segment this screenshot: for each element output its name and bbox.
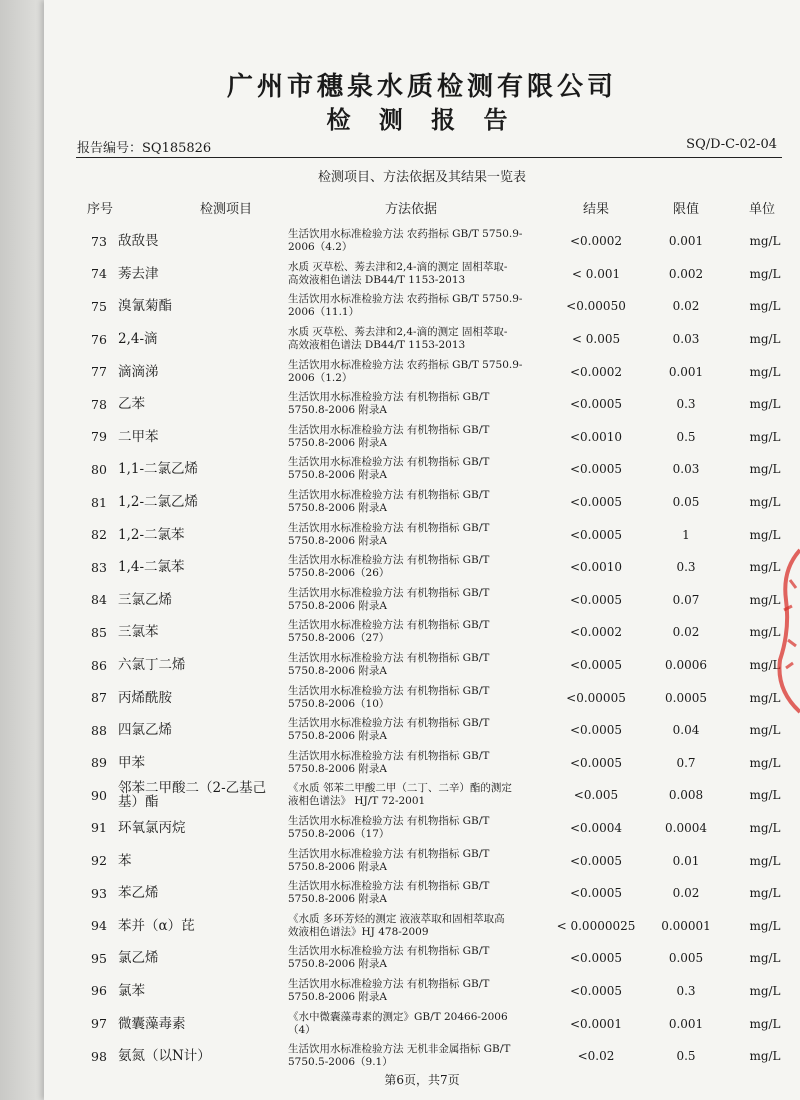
- test-item: 甲苯: [118, 754, 145, 771]
- test-item: 四氯乙烯: [118, 722, 172, 739]
- test-item: 苯并（α）芘: [118, 917, 195, 934]
- column-header-item: 检测项目: [199, 202, 252, 217]
- test-method-line1: 生活饮用水标准检验方法 有机物指标 GB/T: [288, 619, 490, 632]
- test-method-line2: 液相色谱法》 HJ/T 72-2001: [288, 795, 426, 808]
- unit: mg/L: [749, 625, 781, 640]
- limit-value: 0.05: [672, 495, 700, 510]
- limit-value: 0.02: [672, 299, 700, 314]
- test-item: 邻苯二甲酸二（2-乙基己基）酯: [118, 780, 267, 811]
- red-seal-fragment: [774, 540, 800, 720]
- limit-value: 0.0004: [665, 820, 707, 835]
- test-method-line2: 5750.8-2006 附录A: [288, 860, 387, 873]
- test-method-line1: 生活饮用水标准检验方法 有机物指标 GB/T: [288, 391, 490, 404]
- test-result: <0.0005: [569, 495, 623, 510]
- table-row: [76, 258, 782, 291]
- test-method-line2: 效液相色谱法》HJ 478-2009: [288, 925, 429, 938]
- test-method: [288, 942, 548, 975]
- row-number: 89: [91, 755, 107, 771]
- test-method-line2: 5750.8-2006 附录A: [288, 502, 387, 515]
- test-item: 六氯丁二烯: [118, 657, 186, 674]
- limit-value: 0.002: [668, 266, 704, 281]
- limit-value: 0.001: [668, 364, 704, 379]
- table-row: [76, 421, 782, 454]
- test-result: < 0.005: [571, 332, 621, 347]
- test-method-line2: 5750.8-2006（17）: [288, 827, 390, 840]
- test-item: 1,1-二氯乙烯: [118, 461, 199, 478]
- unit: mg/L: [749, 299, 781, 314]
- test-method-line2: 5750.8-2006 附录A: [288, 436, 387, 449]
- test-result: <0.0005: [569, 951, 623, 966]
- table-row: [76, 551, 782, 584]
- table-row: [76, 518, 782, 551]
- test-method-line1: 生活饮用水标准检验方法 有机物指标 GB/T: [288, 652, 490, 665]
- limit-value: 0.3: [676, 397, 696, 412]
- test-result: <0.0010: [569, 429, 623, 444]
- test-item: 滴滴涕: [118, 363, 159, 380]
- test-method-line1: 生活饮用水标准检验方法 有机物指标 GB/T: [288, 814, 490, 827]
- test-method-line1: 生活饮用水标准检验方法 有机物指标 GB/T: [288, 749, 490, 762]
- test-method-line1: 生活饮用水标准检验方法 有机物指标 GB/T: [288, 717, 490, 730]
- test-result: < 0.001: [571, 266, 621, 281]
- test-result: <0.0005: [569, 983, 623, 998]
- test-method-line1: 生活饮用水标准检验方法 有机物指标 GB/T: [288, 489, 490, 502]
- table-row: [76, 681, 782, 714]
- test-method: [288, 714, 548, 747]
- unit: mg/L: [749, 983, 781, 998]
- table-row: [76, 714, 782, 747]
- row-number: 75: [91, 298, 107, 314]
- column-header-result: 结果: [582, 202, 609, 217]
- table-row: [76, 747, 782, 780]
- limit-value: 0.001: [668, 234, 704, 249]
- unit: mg/L: [749, 755, 781, 770]
- test-method: [288, 616, 548, 649]
- table-row: [76, 649, 782, 682]
- row-number: 93: [91, 885, 107, 901]
- test-result: <0.005: [573, 788, 619, 803]
- test-method: [288, 388, 548, 421]
- test-method: [288, 909, 548, 942]
- test-result: <0.0005: [569, 723, 623, 738]
- test-item: 乙苯: [118, 396, 145, 413]
- test-method-line1: 生活饮用水标准检验方法 有机物指标 GB/T: [288, 586, 490, 599]
- row-number: 92: [91, 853, 107, 869]
- table-row: [76, 909, 782, 942]
- test-method-line1: 生活饮用水标准检验方法 无机非金属指标 GB/T: [288, 1043, 511, 1056]
- column-header-method: 方法依据: [384, 202, 437, 217]
- unit: mg/L: [749, 723, 781, 738]
- test-method-line2: 2006（4.2）: [288, 241, 353, 254]
- test-method: [288, 779, 548, 812]
- unit: mg/L: [749, 397, 781, 412]
- unit: mg/L: [749, 364, 781, 379]
- results-table-body: [76, 225, 782, 1072]
- test-result: <0.0002: [569, 625, 623, 640]
- test-method: [288, 1007, 548, 1040]
- test-method: [288, 290, 548, 323]
- scanner-edge: [0, 0, 44, 1100]
- test-item: 微囊藻毒素: [118, 1015, 186, 1032]
- test-item: 莠去津: [118, 265, 159, 282]
- limit-value: 0.07: [672, 592, 700, 607]
- test-item: 丙烯酰胺: [118, 689, 172, 706]
- limit-value: 0.0006: [665, 658, 707, 673]
- unit: mg/L: [749, 527, 781, 542]
- table-row: [76, 877, 782, 910]
- test-method-line1: 生活饮用水标准检验方法 有机物指标 GB/T: [288, 977, 490, 990]
- limit-value: 0.02: [672, 886, 700, 901]
- table-row: [76, 290, 782, 323]
- limit-value: 0.005: [668, 951, 704, 966]
- unit: mg/L: [749, 918, 781, 933]
- test-method-line1: 生活饮用水标准检验方法 有机物指标 GB/T: [288, 554, 490, 567]
- row-number: 80: [91, 461, 107, 477]
- test-result: <0.0004: [569, 820, 623, 835]
- test-result: <0.0005: [569, 886, 623, 901]
- test-method: [288, 486, 548, 519]
- table-row: [76, 486, 782, 519]
- limit-value: 0.03: [672, 462, 700, 477]
- test-method-line1: 《水中微囊藻毒素的测定》GB/T 20466-2006: [288, 1010, 508, 1023]
- unit: mg/L: [749, 234, 781, 249]
- test-method-line2: 5750.8-2006（10）: [288, 697, 390, 710]
- row-number: 73: [91, 233, 107, 249]
- test-item: 三氯苯: [118, 624, 159, 641]
- unit: mg/L: [749, 886, 781, 901]
- column-header-limit: 限值: [672, 202, 699, 217]
- unit: mg/L: [749, 560, 781, 575]
- row-number: 95: [91, 950, 107, 966]
- test-method-line2: 5750.8-2006 附录A: [288, 730, 387, 743]
- test-result: <0.0010: [569, 560, 623, 575]
- limit-value: 0.5: [676, 1049, 696, 1064]
- limit-value: 0.3: [676, 560, 696, 575]
- limit-value: 0.7: [676, 755, 696, 770]
- test-method-line1: 水质 灭草松、莠去津和2,4-滴的测定 固相萃取-: [288, 260, 508, 273]
- report-meta: [77, 137, 777, 157]
- column-header-no: 序号: [86, 202, 113, 217]
- row-number: 77: [91, 364, 107, 380]
- test-result: <0.0002: [569, 364, 623, 379]
- row-number: 88: [91, 722, 107, 738]
- unit: mg/L: [749, 853, 781, 868]
- test-result: <0.00050: [566, 299, 626, 314]
- test-result: <0.0005: [569, 592, 623, 607]
- limit-value: 0.03: [672, 332, 700, 347]
- test-method: [288, 975, 548, 1008]
- test-method-line1: 生活饮用水标准检验方法 农药指标 GB/T 5750.9-: [288, 293, 523, 306]
- test-result: <0.02: [577, 1049, 615, 1064]
- unit: mg/L: [749, 690, 781, 705]
- limit-value: 0.5: [676, 429, 696, 444]
- row-number: 81: [91, 494, 107, 510]
- unit: mg/L: [749, 658, 781, 673]
- limit-value: 0.00001: [661, 918, 711, 933]
- table-row: [76, 975, 782, 1008]
- table-row: [76, 844, 782, 877]
- unit: mg/L: [749, 592, 781, 607]
- test-method-line1: 水质 灭草松、莠去津和2,4-滴的测定 固相萃取-: [288, 326, 508, 339]
- row-number: 98: [91, 1048, 107, 1064]
- limit-value: 1: [682, 527, 690, 542]
- test-method: [288, 877, 548, 910]
- table-row: [76, 942, 782, 975]
- test-method-line1: 生活饮用水标准检验方法 农药指标 GB/T 5750.9-: [288, 358, 523, 371]
- unit: mg/L: [749, 495, 781, 510]
- test-item: 三氯乙烯: [118, 591, 172, 608]
- test-method-line2: 5750.8-2006 附录A: [288, 404, 387, 417]
- row-number: 82: [91, 527, 107, 543]
- limit-value: 0.02: [672, 625, 700, 640]
- test-item: 2,4-滴: [118, 331, 158, 348]
- test-item: 溴氰菊酯: [118, 298, 172, 315]
- test-method-line2: 5750.8-2006 附录A: [288, 893, 387, 906]
- unit: mg/L: [749, 429, 781, 444]
- test-method-line1: 生活饮用水标准检验方法 有机物指标 GB/T: [288, 880, 490, 893]
- unit: mg/L: [749, 266, 781, 281]
- test-result: <0.0005: [569, 527, 623, 542]
- limit-value: 0.0005: [665, 690, 707, 705]
- test-method-line1: 《水质 多环芳烃的测定 液液萃取和固相萃取高: [288, 912, 505, 925]
- test-result: <0.0001: [569, 1016, 623, 1031]
- test-item: 敌敌畏: [118, 233, 159, 250]
- column-header-unit: 单位: [748, 202, 775, 217]
- test-method: [288, 844, 548, 877]
- row-number: 79: [91, 429, 107, 445]
- test-method-line2: 5750.8-2006 附录A: [288, 534, 387, 547]
- unit: mg/L: [749, 951, 781, 966]
- table-row: [76, 812, 782, 845]
- test-result: <0.0005: [569, 853, 623, 868]
- test-item: 1,2-二氯乙烯: [118, 494, 199, 511]
- table-row: [76, 1007, 782, 1040]
- test-method-line1: 生活饮用水标准检验方法 有机物指标 GB/T: [288, 684, 490, 697]
- row-number: 97: [91, 1016, 107, 1032]
- test-method-line2: 5750.8-2006 附录A: [288, 665, 387, 678]
- test-item: 氨氮（以N计）: [118, 1048, 211, 1065]
- table-row: [76, 388, 782, 421]
- test-method-line1: 生活饮用水标准检验方法 有机物指标 GB/T: [288, 945, 490, 958]
- test-method-line2: 5750.8-2006 附录A: [288, 469, 387, 482]
- test-method: [288, 323, 548, 356]
- test-method-line1: 《水质 邻苯二甲酸二甲（二丁、二辛）酯的测定: [288, 782, 512, 795]
- test-method-line2: 高效液相色谱法 DB44/T 1153-2013: [288, 339, 466, 352]
- row-number: 85: [91, 624, 107, 640]
- test-method: [288, 812, 548, 845]
- report-number-value: SQ185826: [142, 141, 212, 156]
- test-item: 氯乙烯: [118, 950, 159, 967]
- test-method-line2: 高效液相色谱法 DB44/T 1153-2013: [288, 273, 466, 286]
- table-header: [76, 198, 782, 220]
- row-number: 94: [91, 918, 107, 934]
- test-item: 氯苯: [118, 982, 145, 999]
- table-row: [76, 1040, 782, 1073]
- test-item: 环氧氯丙烷: [118, 819, 186, 836]
- test-result: < 0.0000025: [556, 918, 636, 933]
- test-item: 二甲苯: [118, 428, 159, 445]
- test-method: [288, 258, 548, 291]
- limit-value: 0.001: [668, 1016, 704, 1031]
- test-method-line2: 5750.8-2006 附录A: [288, 762, 387, 775]
- row-number: 76: [91, 331, 107, 347]
- test-item: 1,2-二氯苯: [118, 526, 185, 543]
- test-result: <0.0005: [569, 658, 623, 673]
- unit: mg/L: [749, 1016, 781, 1031]
- unit: mg/L: [749, 1049, 781, 1064]
- table-row: [76, 453, 782, 486]
- test-method-line2: （4）: [288, 1023, 316, 1036]
- test-result: <0.0005: [569, 462, 623, 477]
- company-name: 广州市穗泉水质检测有限公司: [226, 72, 617, 102]
- unit: mg/L: [749, 788, 781, 803]
- row-number: 87: [91, 690, 107, 706]
- test-method: [288, 681, 548, 714]
- test-method-line2: 5750.5-2006（9.1）: [288, 1056, 393, 1069]
- test-method: [288, 551, 548, 584]
- test-item: 1,4-二氯苯: [118, 559, 185, 576]
- limit-value: 0.3: [676, 983, 696, 998]
- test-method-line2: 2006（1.2）: [288, 371, 353, 384]
- test-method-line1: 生活饮用水标准检验方法 有机物指标 GB/T: [288, 521, 490, 534]
- row-number: 83: [91, 559, 107, 575]
- test-result: <0.0002: [569, 234, 623, 249]
- row-number: 74: [91, 266, 107, 282]
- report-number-label: 报告编号：: [77, 141, 143, 156]
- test-result: <0.0005: [569, 755, 623, 770]
- row-number: 96: [91, 983, 107, 999]
- unit: mg/L: [749, 332, 781, 347]
- test-method: [288, 518, 548, 551]
- test-method-line1: 生活饮用水标准检验方法 有机物指标 GB/T: [288, 456, 490, 469]
- test-item: 苯乙烯: [118, 885, 159, 902]
- unit: mg/L: [749, 820, 781, 835]
- row-number: 78: [91, 396, 107, 412]
- table-subtitle: 检测项目、方法依据及其结果一览表: [317, 170, 526, 185]
- test-method-line1: 生活饮用水标准检验方法 农药指标 GB/T 5750.9-: [288, 228, 523, 241]
- document-code: SQ/D-C-02-04: [686, 137, 777, 152]
- test-method-line2: 5750.8-2006（26）: [288, 567, 390, 580]
- report-title: 检 测 报 告: [326, 105, 518, 134]
- table-row: [76, 323, 782, 356]
- test-method-line2: 2006（11.1）: [288, 306, 360, 319]
- table-row: [76, 225, 782, 258]
- limit-value: 0.04: [672, 723, 700, 738]
- report-number: [77, 137, 211, 156]
- test-method-line2: 5750.8-2006（27）: [288, 632, 390, 645]
- test-method: [288, 1040, 548, 1073]
- row-number: 91: [91, 820, 107, 836]
- table-row: [76, 616, 782, 649]
- test-method: [288, 225, 548, 258]
- test-method-line1: 生活饮用水标准检验方法 有机物指标 GB/T: [288, 423, 490, 436]
- test-method: [288, 453, 548, 486]
- limit-value: 0.008: [668, 788, 704, 803]
- test-method: [288, 747, 548, 780]
- limit-value: 0.01: [672, 853, 700, 868]
- test-method: [288, 584, 548, 617]
- page-number: 第6页，共7页: [384, 1073, 460, 1087]
- header-divider: [76, 157, 782, 158]
- test-method-line2: 5750.8-2006 附录A: [288, 990, 387, 1003]
- test-method: [288, 421, 548, 454]
- report-page: [44, 0, 800, 1100]
- row-number: 86: [91, 657, 107, 673]
- test-method: [288, 355, 548, 388]
- test-method-line2: 5750.8-2006 附录A: [288, 599, 387, 612]
- test-result: <0.00005: [566, 690, 626, 705]
- test-method-line1: 生活饮用水标准检验方法 有机物指标 GB/T: [288, 847, 490, 860]
- unit: mg/L: [749, 462, 781, 477]
- test-item: 苯: [118, 852, 132, 869]
- test-method-line2: 5750.8-2006 附录A: [288, 958, 387, 971]
- table-row: [76, 584, 782, 617]
- test-result: <0.0005: [569, 397, 623, 412]
- test-method: [288, 649, 548, 682]
- table-row: [76, 779, 782, 812]
- row-number: 84: [91, 592, 107, 608]
- table-row: [76, 355, 782, 388]
- row-number: 90: [91, 787, 107, 803]
